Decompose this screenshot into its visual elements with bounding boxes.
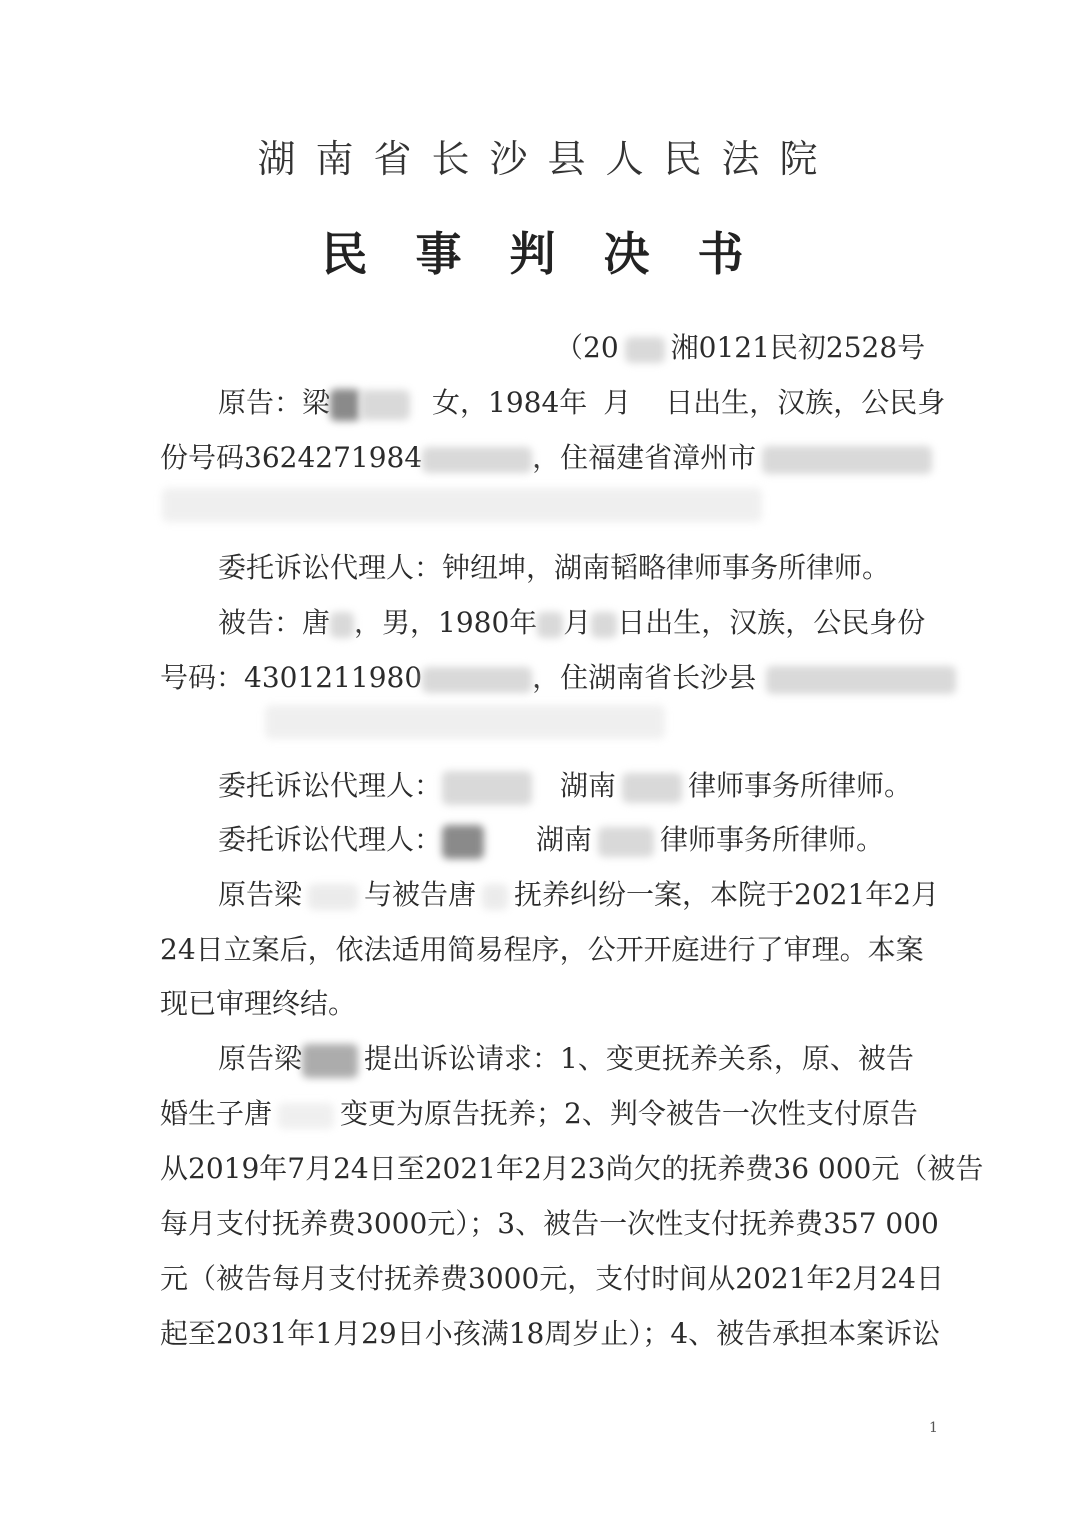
redacted-address-line	[162, 488, 762, 528]
redaction	[537, 612, 563, 638]
redaction	[278, 1103, 334, 1129]
redaction	[442, 825, 484, 859]
claims-line-3: 从2019年7月24日至2021年2月23尚欠的抚养费36 000元（被告	[160, 1152, 984, 1185]
redaction	[625, 337, 665, 363]
redaction	[482, 884, 508, 910]
plaintiff-line-2: 份号码3624271984 ，住福建省漳州市	[160, 440, 950, 476]
claims-line-1: 原告梁 提出诉讼请求：1、变更抚养关系，原、被告	[218, 1041, 950, 1078]
case-intro-line-3: 现已审理终结。	[160, 987, 357, 1020]
redaction	[422, 667, 532, 693]
redaction	[591, 612, 617, 638]
redaction	[360, 390, 410, 420]
case-intro-line-1: 原告梁 与被告唐 抚养纠纷一案，本院于2021年2月	[218, 878, 940, 911]
redaction	[598, 827, 654, 857]
redaction	[762, 446, 932, 474]
redaction	[442, 771, 532, 805]
redaction	[308, 884, 358, 910]
plaintiff-agent: 委托诉讼代理人：钟纽坤，湖南韬略律师事务所律师。	[218, 551, 891, 584]
redaction	[622, 773, 682, 803]
redaction	[422, 447, 532, 473]
page-number: 1	[929, 1420, 938, 1436]
defendant-agent-2: 委托诉讼代理人： 湖南 律师事务所律师。	[218, 822, 950, 859]
redaction	[162, 488, 762, 522]
claims-line-4: 每月支付抚养费3000元）；3、被告一次性支付抚养费357 000	[160, 1207, 939, 1240]
redaction	[330, 612, 354, 638]
defendant-line-2: 号码：4301211980 ，住湖南省长沙县	[160, 660, 950, 696]
case-number: （20 湘0121民初2528号	[555, 331, 926, 364]
redaction	[302, 1044, 358, 1078]
redaction	[766, 666, 956, 694]
plaintiff-line-1: 原告：梁 女，1984年 月 日出生，汉族，公民身	[218, 386, 946, 419]
case-intro-line-2: 24日立案后，依法适用简易程序，公开开庭进行了审理。本案	[160, 933, 924, 966]
defendant-agent-1: 委托诉讼代理人： 湖南 律师事务所律师。	[218, 768, 950, 805]
claims-line-2: 婚生子唐 变更为原告抚养；2、判令被告一次性支付原告	[160, 1097, 918, 1130]
document-title: 民事判决书	[321, 227, 792, 281]
claims-line-5: 元（被告每月支付抚养费3000元，支付时间从2021年2月24日	[160, 1262, 944, 1295]
defendant-line-1: 被告：唐 ，男，1980年 月 日出生，汉族，公民身份	[218, 606, 926, 639]
redaction	[330, 389, 360, 421]
claims-line-6: 起至2031年1月29日小孩满18周岁止）；4、被告承担本案诉讼	[160, 1317, 941, 1350]
redaction	[265, 705, 665, 739]
court-name: 湖南省长沙县人民法院	[257, 137, 838, 181]
redacted-address-line	[265, 705, 665, 745]
